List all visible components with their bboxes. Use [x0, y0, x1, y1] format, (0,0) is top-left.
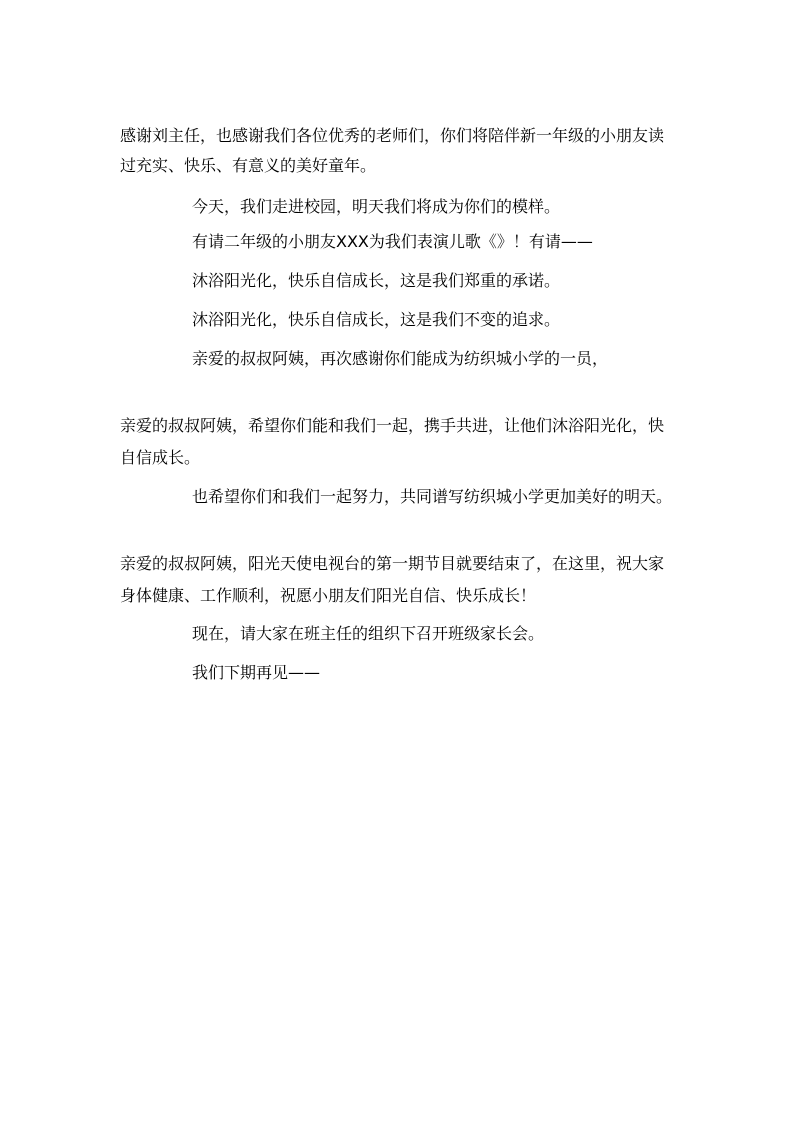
- text-line: 现在，请大家在班主任的组织下召开班级家长会。: [192, 624, 545, 643]
- text-line: 有请二年级的小朋友XXX为我们表演儿歌《》！有请——: [192, 232, 593, 251]
- text-line: 沐浴阳光化，快乐自信成长，这是我们郑重的承诺。: [192, 271, 561, 290]
- text-line: 沐浴阳光化，快乐自信成长，这是我们不变的追求。: [192, 310, 561, 329]
- text-line: 今天，我们走进校园，明天我们将成为你们的模样。: [192, 197, 561, 216]
- text-line: 感谢刘主任，也感谢我们各位优秀的老师们，你们将陪伴新一年级的小朋友读: [120, 126, 665, 145]
- text-line: 身体健康、工作顺利，祝愿小朋友们阳光自信、快乐成长！: [120, 586, 537, 605]
- text-line: 亲爱的叔叔阿姨，再次感谢你们能成为纺织城小学的一员，: [192, 349, 609, 368]
- text-line: 亲爱的叔叔阿姨，阳光天使电视台的第一期节目就要结束了，在这里，祝大家: [120, 554, 665, 573]
- text-line: 我们下期再见——: [192, 663, 321, 682]
- text-line: 也希望你们和我们一起努力，共同谱写纺织城小学更加美好的明天。: [192, 487, 673, 506]
- text-line: 过充实、快乐、有意义的美好童年。: [120, 156, 377, 175]
- text-line: 自信成长。: [120, 448, 201, 467]
- text-line: 亲爱的叔叔阿姨，希望你们能和我们一起，携手共进，让他们沐浴阳光化，快: [120, 416, 665, 435]
